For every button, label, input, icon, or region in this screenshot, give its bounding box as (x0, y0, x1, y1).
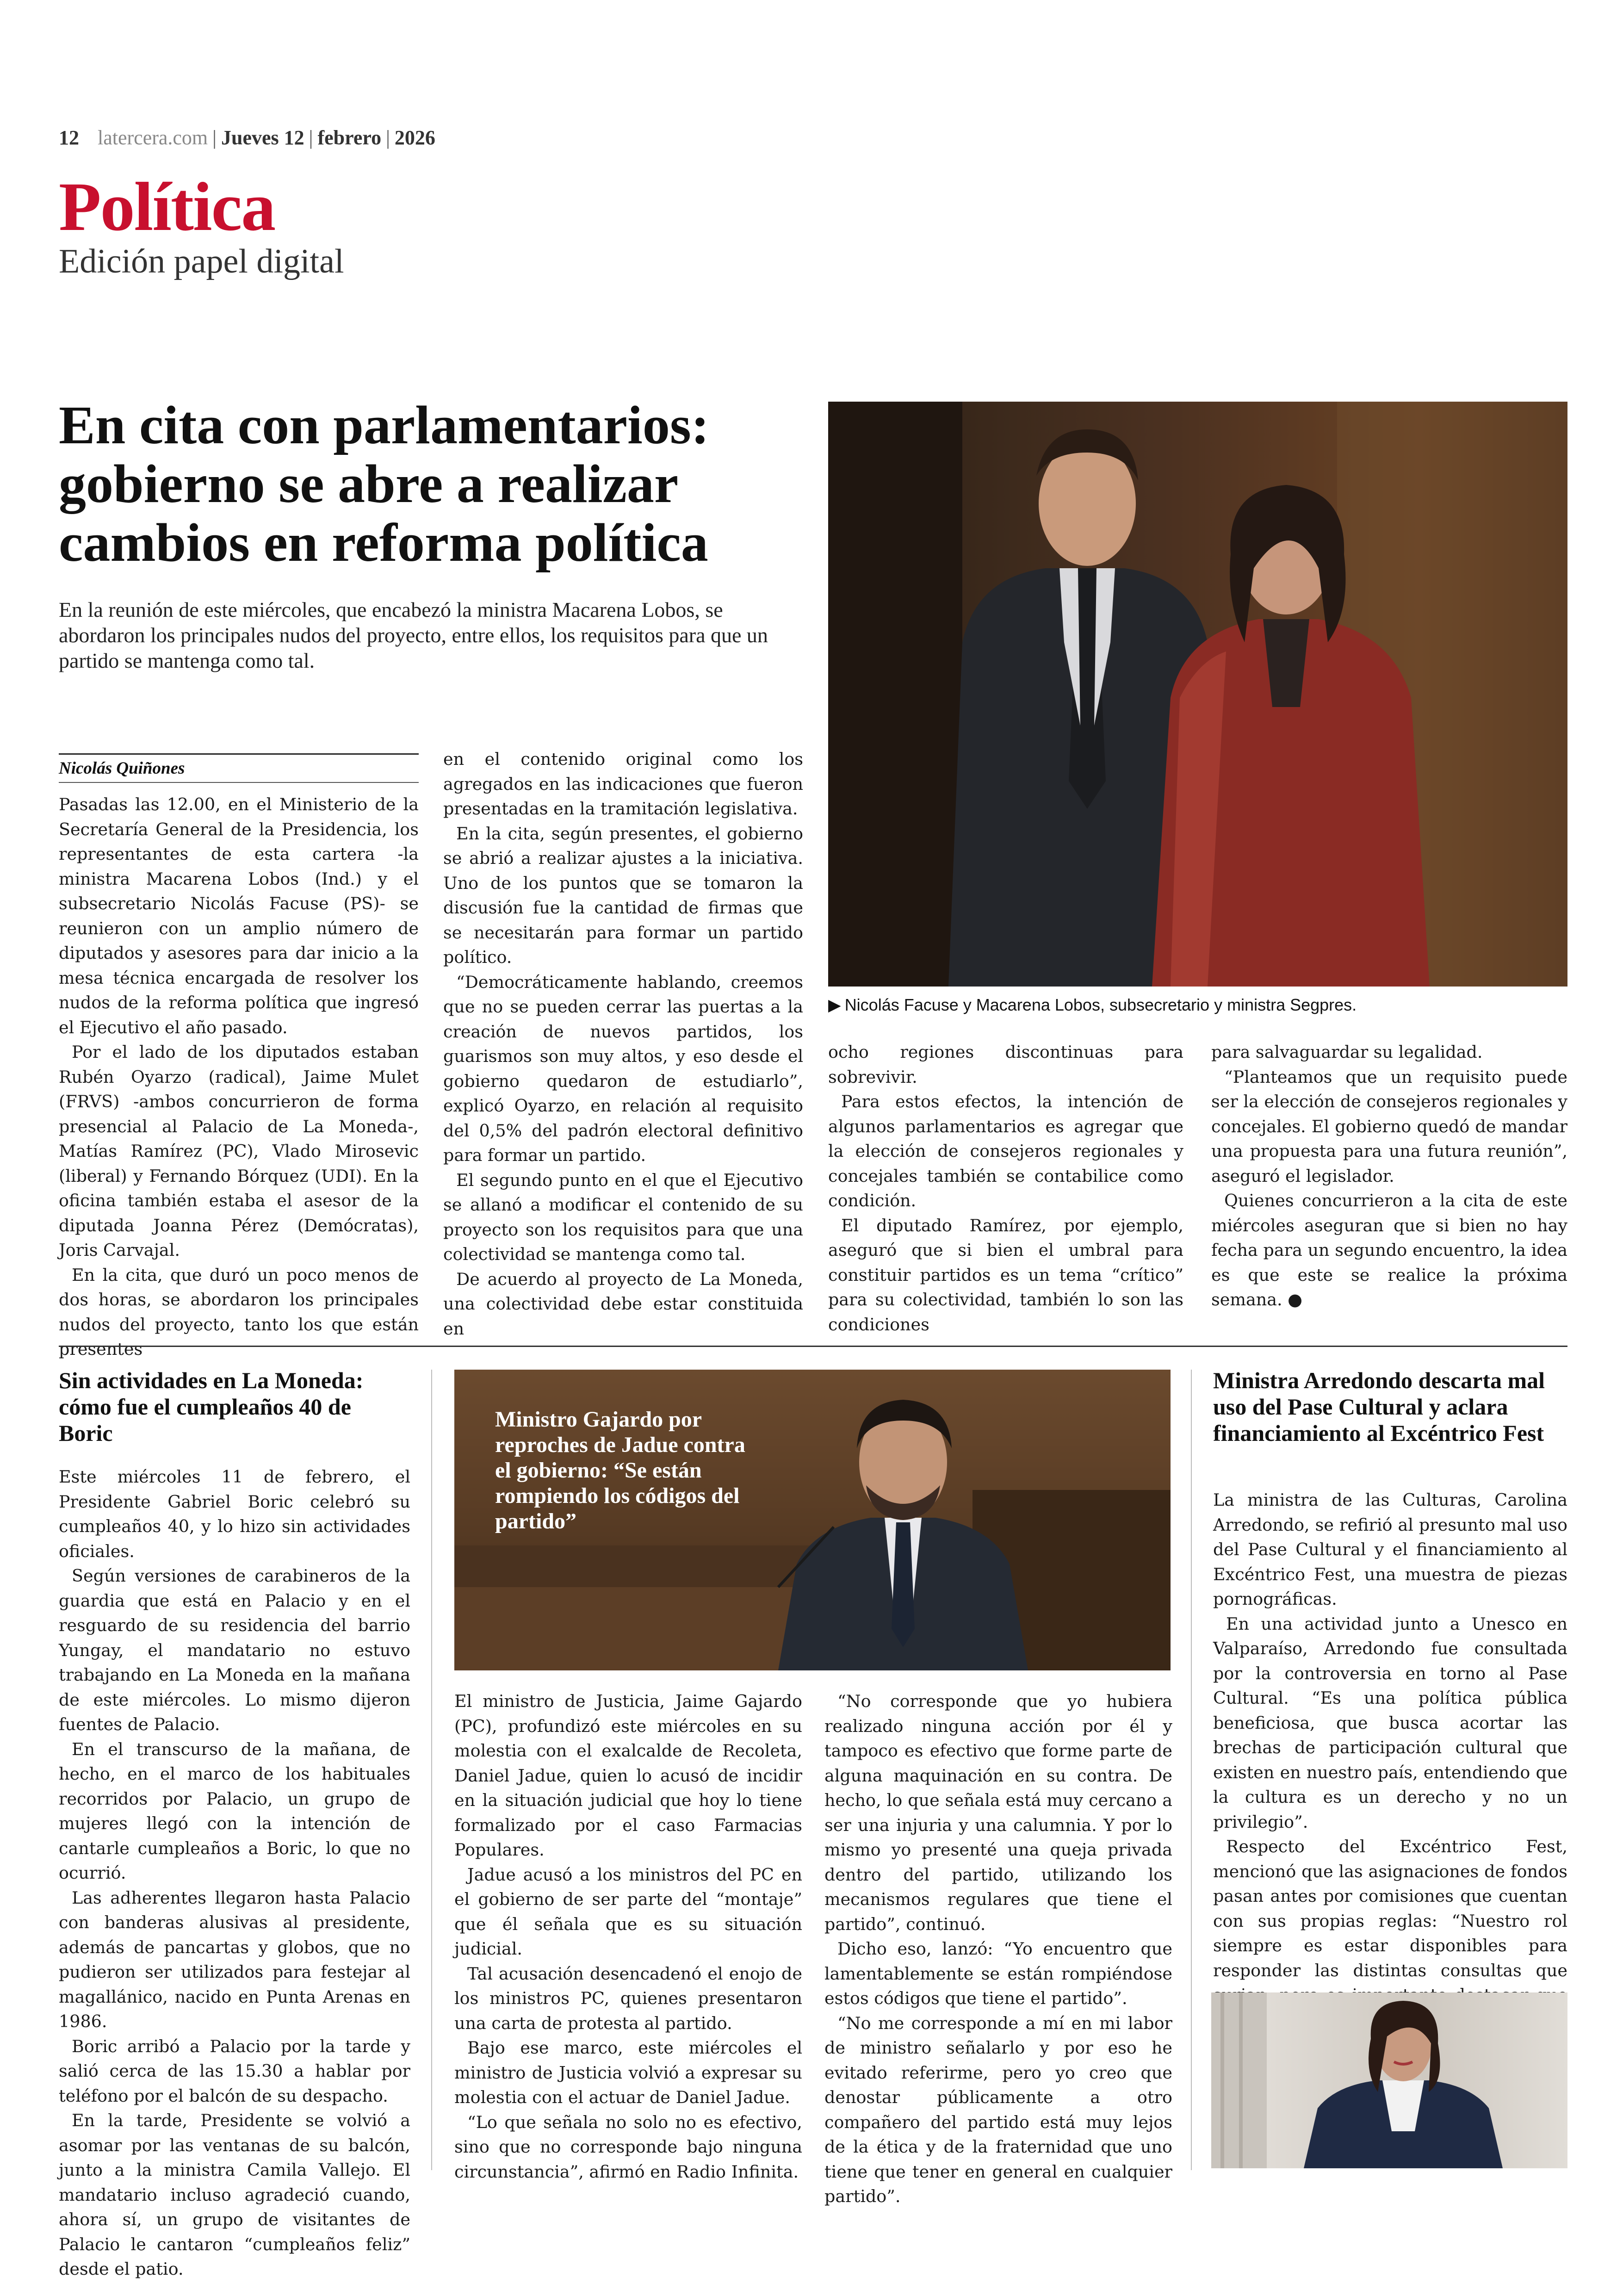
paragraph: El diputado Ramírez, por ejemplo, aseguró que si bien el umbral para constituir partidos es un tema “crítico” para su colectividad, también lo son las condiciones (828, 1215, 1183, 1334)
date-month: febrero (317, 126, 382, 149)
paragraph: En una actividad junto a Unesco en Valparaíso, Arredondo fue consultada por la controversia en torno al Pase Cultural. “Es una política pública beneficiosa, que busca acortar las brechas de participación cultural que existen en nuestro país, entendiendo que la cultura es un derecho y no un privilegio”. (1213, 1613, 1567, 1832)
author-byline: Nicolás Quiñones (59, 759, 185, 778)
paragraph: En el transcurso de la mañana, de hecho, en el marco de los habituales recorridos por Palacio, un grupo de mujeres llegó con la intención de cantarle cumpleaños a Boric, lo que no ocurrió. (59, 1739, 410, 1883)
right-story-title: Ministra Arredondo descarta mal uso del Pase Cultural y aclara financiamiento al Excéntrico Fest (1213, 1367, 1545, 1446)
paragraph: El segundo punto en el que el Ejecutivo se allanó a modificar el contenido de su proyecto son los requisitos para que una colectividad se mantenga como tal. (443, 1170, 803, 1264)
paragraph: “Planteamos que un requisito puede ser la elección de consejeros regionales y concejales. El gobierno quedó de mandar una propuesta para una futura reunión”, aseguró el legislador. (1211, 1067, 1567, 1186)
author-rule (59, 753, 419, 755)
main-column-4 (1211, 1040, 1567, 1312)
left-story-body (59, 1464, 410, 2282)
main-headline: En cita con parlamentarios: gobierno se abre a realizar cambios en reforma política (59, 395, 710, 573)
paragraph: Quienes concurrieron a la cita de este miércoles aseguran que si bien no hay fecha para un segundo encuentro, la idea es que este se realice la próxima semana. ● (1211, 1188, 1567, 1312)
page-number: 12 (59, 126, 79, 149)
paragraph: Boric arribó a Palacio por la tarde y salió cerca de las 15.30 a hablar por teléfono por el balcón de su despacho. (59, 2036, 410, 2106)
main-column-2 (443, 747, 803, 1341)
page-folio: 12 latercera.com | Jueves 12 | febrero | 2026 (59, 126, 435, 149)
paragraph: En la tarde, Presidente se volvió a asomar por las ventanas de su balcón, junto a la ministra Camila Vallejo. El mandatario incluso agradeció cuando, ahora sí, un grupo de visitantes de Palacio le cantaron “cumpleaños feliz” desde el patio. (59, 2110, 410, 2279)
paragraph: En la cita, según presentes, el gobierno se abrió a realizar ajustes a la iniciativa. Uno de los puntos que se tomaron la discusión fue la cantidad de firmas que se necesitarán para formar un partido político. (443, 823, 803, 967)
main-column-3 (828, 1040, 1183, 1337)
site-name[interactable]: latercera.com (98, 126, 208, 149)
main-photo (828, 402, 1567, 987)
paragraph: La ministra de las Culturas, Carolina Arredondo, se refirió al presunto mal uso del Pase Cultural y el financiamiento al Excéntrico Fest, una muestra de piezas pornográficas. (1213, 1490, 1567, 1609)
paragraph: Por el lado de los diputados estaban Rubén Oyarzo (radical), Jaime Mulet (FRVS) -ambos concurrieron de forma presencial al Palacio de La Moneda-, Matías Ramírez (PC), Vlado Mirosevic (liberal) y Fernando Bórquez (UDI). En la oficina también estaba el asesor de la diputada Joanna Pérez (Demócratas), Joris Carvajal. (59, 1042, 419, 1260)
paragraph: Las adherentes llegaron hasta Palacio con banderas alusivas al presidente, además de pancartas y globos, que no pudieron ser utilizados para festejar al magallánico, nacido en Punta Arenas en 1986. (59, 1887, 410, 2031)
main-photo-illustration (828, 402, 1567, 987)
paragraph: para salvaguardar su legalidad. (1211, 1042, 1483, 1062)
right-story-photo (1211, 1992, 1567, 2168)
paragraph: Bajo ese marco, este miércoles el ministro de Justicia volvió a expresar su molestia con el actuar de Daniel Jadue. (454, 2038, 802, 2107)
section-title: Política (59, 168, 275, 245)
center-story-title: Ministro Gajardo por reproches de Jadue contra el gobierno: “Se están rompiendo los códigos del partido” (495, 1407, 745, 1533)
paragraph: Tal acusación desencadenó el enojo de los ministros PC, quienes presentaron una carta de protesta al partido. (454, 1963, 802, 2033)
paragraph: “Democráticamente hablando, creemos que no se pueden cerrar las puertas a la creación de nuevos partidos, los guarismos son muy altos, y eso desde el gobierno quedaron de estudiarlo”, explicó Oyarzo, en relación al requisito del 0,5% del padrón electoral definitivo para formar un partido. (443, 972, 803, 1165)
main-deck: En la reunión de este miércoles, que encabezó la ministra Macarena Lobos, se abordaron los principales nudos del proyecto, entre ellos, los requisitos para que un partido se mantenga como tal. (59, 598, 768, 672)
right-photo-illustration (1211, 1992, 1567, 2168)
paragraph: El ministro de Justicia, Jaime Gajardo (PC), profundizó este miércoles en su molestia con el exalcalde de Recoleta, Daniel Jadue, quien lo acusó de incidir en la situación judicial que hoy lo tiene formalizado por el caso Farmacias Populares. (454, 1691, 802, 1860)
left-story-title: Sin actividades en La Moneda: cómo fue el cumpleaños 40 de Boric (59, 1367, 364, 1446)
paragraph: En la cita, que duró un poco menos de dos horas, se abordaron los principales nudos del proyecto, tanto los que están presentes (59, 1265, 419, 1359)
caption-text: Nicolás Facuse y Macarena Lobos, subsecretario y ministra Segpres. (844, 995, 1357, 1014)
paragraph: Respecto del Excéntrico Fest, mencionó que las asignaciones de fondos pasan antes por comisiones que cuentan con sus propias reglas: “Nuestro rol siempre es estar disponibles para responder las distintas consultas que (1213, 1837, 1567, 1980)
column-divider (1191, 1370, 1192, 2170)
main-photo-caption (828, 994, 1567, 1016)
center-story-column-2 (824, 1689, 1172, 2209)
main-column-1 (59, 792, 419, 1362)
paragraph: Para estos efectos, la intención de algunos parlamentarios es agregar que la elección de consejeros regionales y concejales también se contabilice como condición. (828, 1092, 1183, 1210)
paragraph: Dicho eso, lanzó: “Yo encuentro que lamentablemente se están rompiéndose estos códigos que tiene el partido”. (824, 1939, 1172, 2008)
paragraph: “No corresponde que yo hubiera realizado ninguna acción por él y tampoco es efectivo que forme parte de alguna maquinación en su contra. De hecho, lo que señala está muy cercano a ser una injuria y una calumnia. Y por lo mismo yo presenté una queja privada dentro del partido, utilizando los mecanismos regulares que tiene el partido”, continuó. (824, 1691, 1172, 1934)
date-day: Jueves 12 (221, 126, 304, 149)
column-divider (431, 1370, 432, 2170)
section-divider (59, 1346, 1567, 1347)
paragraph: en el contenido original como los agregados en las indicaciones que fueron presentadas en la tramitación legislativa. (443, 749, 803, 819)
paragraph: Pasadas las 12.00, en el Ministerio de la Secretaría General de la Presidencia, los representantes de esta cartera -la ministra Macarena Lobos (Ind.) y el subsecretario Nicolás Facuse (PS)- se reunieron con un amplio número de diputados y asesores para dar inicio a la mesa técnica encargada de resolver los nudos de la reforma política que ingresó el Ejecutivo el año pasado. (59, 794, 419, 1037)
date-year: 2026 (394, 126, 435, 149)
section-subtitle: Edición papel digital (59, 242, 344, 280)
paragraph: Según versiones de carabineros de la guardia que está en Palacio y en el resguardo de su residencia del barrio Yungay, el mandatario no estuvo trabajando en La Moneda en la mañana de este miércoles. Lo mismo dijeron fuentes de Palacio. (59, 1566, 410, 1734)
paragraph: Jadue acusó a los ministros del PC en el gobierno de ser parte del “montaje” que él señala que es su situación judicial. (454, 1864, 802, 1959)
paragraph: Este miércoles 11 de febrero, el Presidente Gabriel Boric celebró su cumpleaños 40, y lo hizo sin actividades oficiales. (59, 1467, 410, 1561)
paragraph: ocho regiones discontinuas para sobrevivir. (828, 1042, 1183, 1087)
caption-triangle-icon: ▶ (828, 995, 841, 1014)
paragraph: “No me corresponde a mí en mi labor de ministro señalarlo y por eso he evitado referirme, pero yo creo que denostar públicamente a otro compañero del partido está muy lejos de la ética y de la fraternidad que uno tiene que tener en general en cualquier partido”. (824, 2013, 1172, 2206)
paragraph: “Lo que señala no solo no es efectivo, sino que no corresponde bajo ninguna circunstancia”, afirmó en Radio Infinita. (454, 2112, 802, 2182)
paragraph: De acuerdo al proyecto de La Moneda, una colectividad debe estar constituida en (443, 1269, 803, 1339)
author-rule-bottom (59, 782, 419, 783)
center-story-column-1 (454, 1689, 802, 2184)
